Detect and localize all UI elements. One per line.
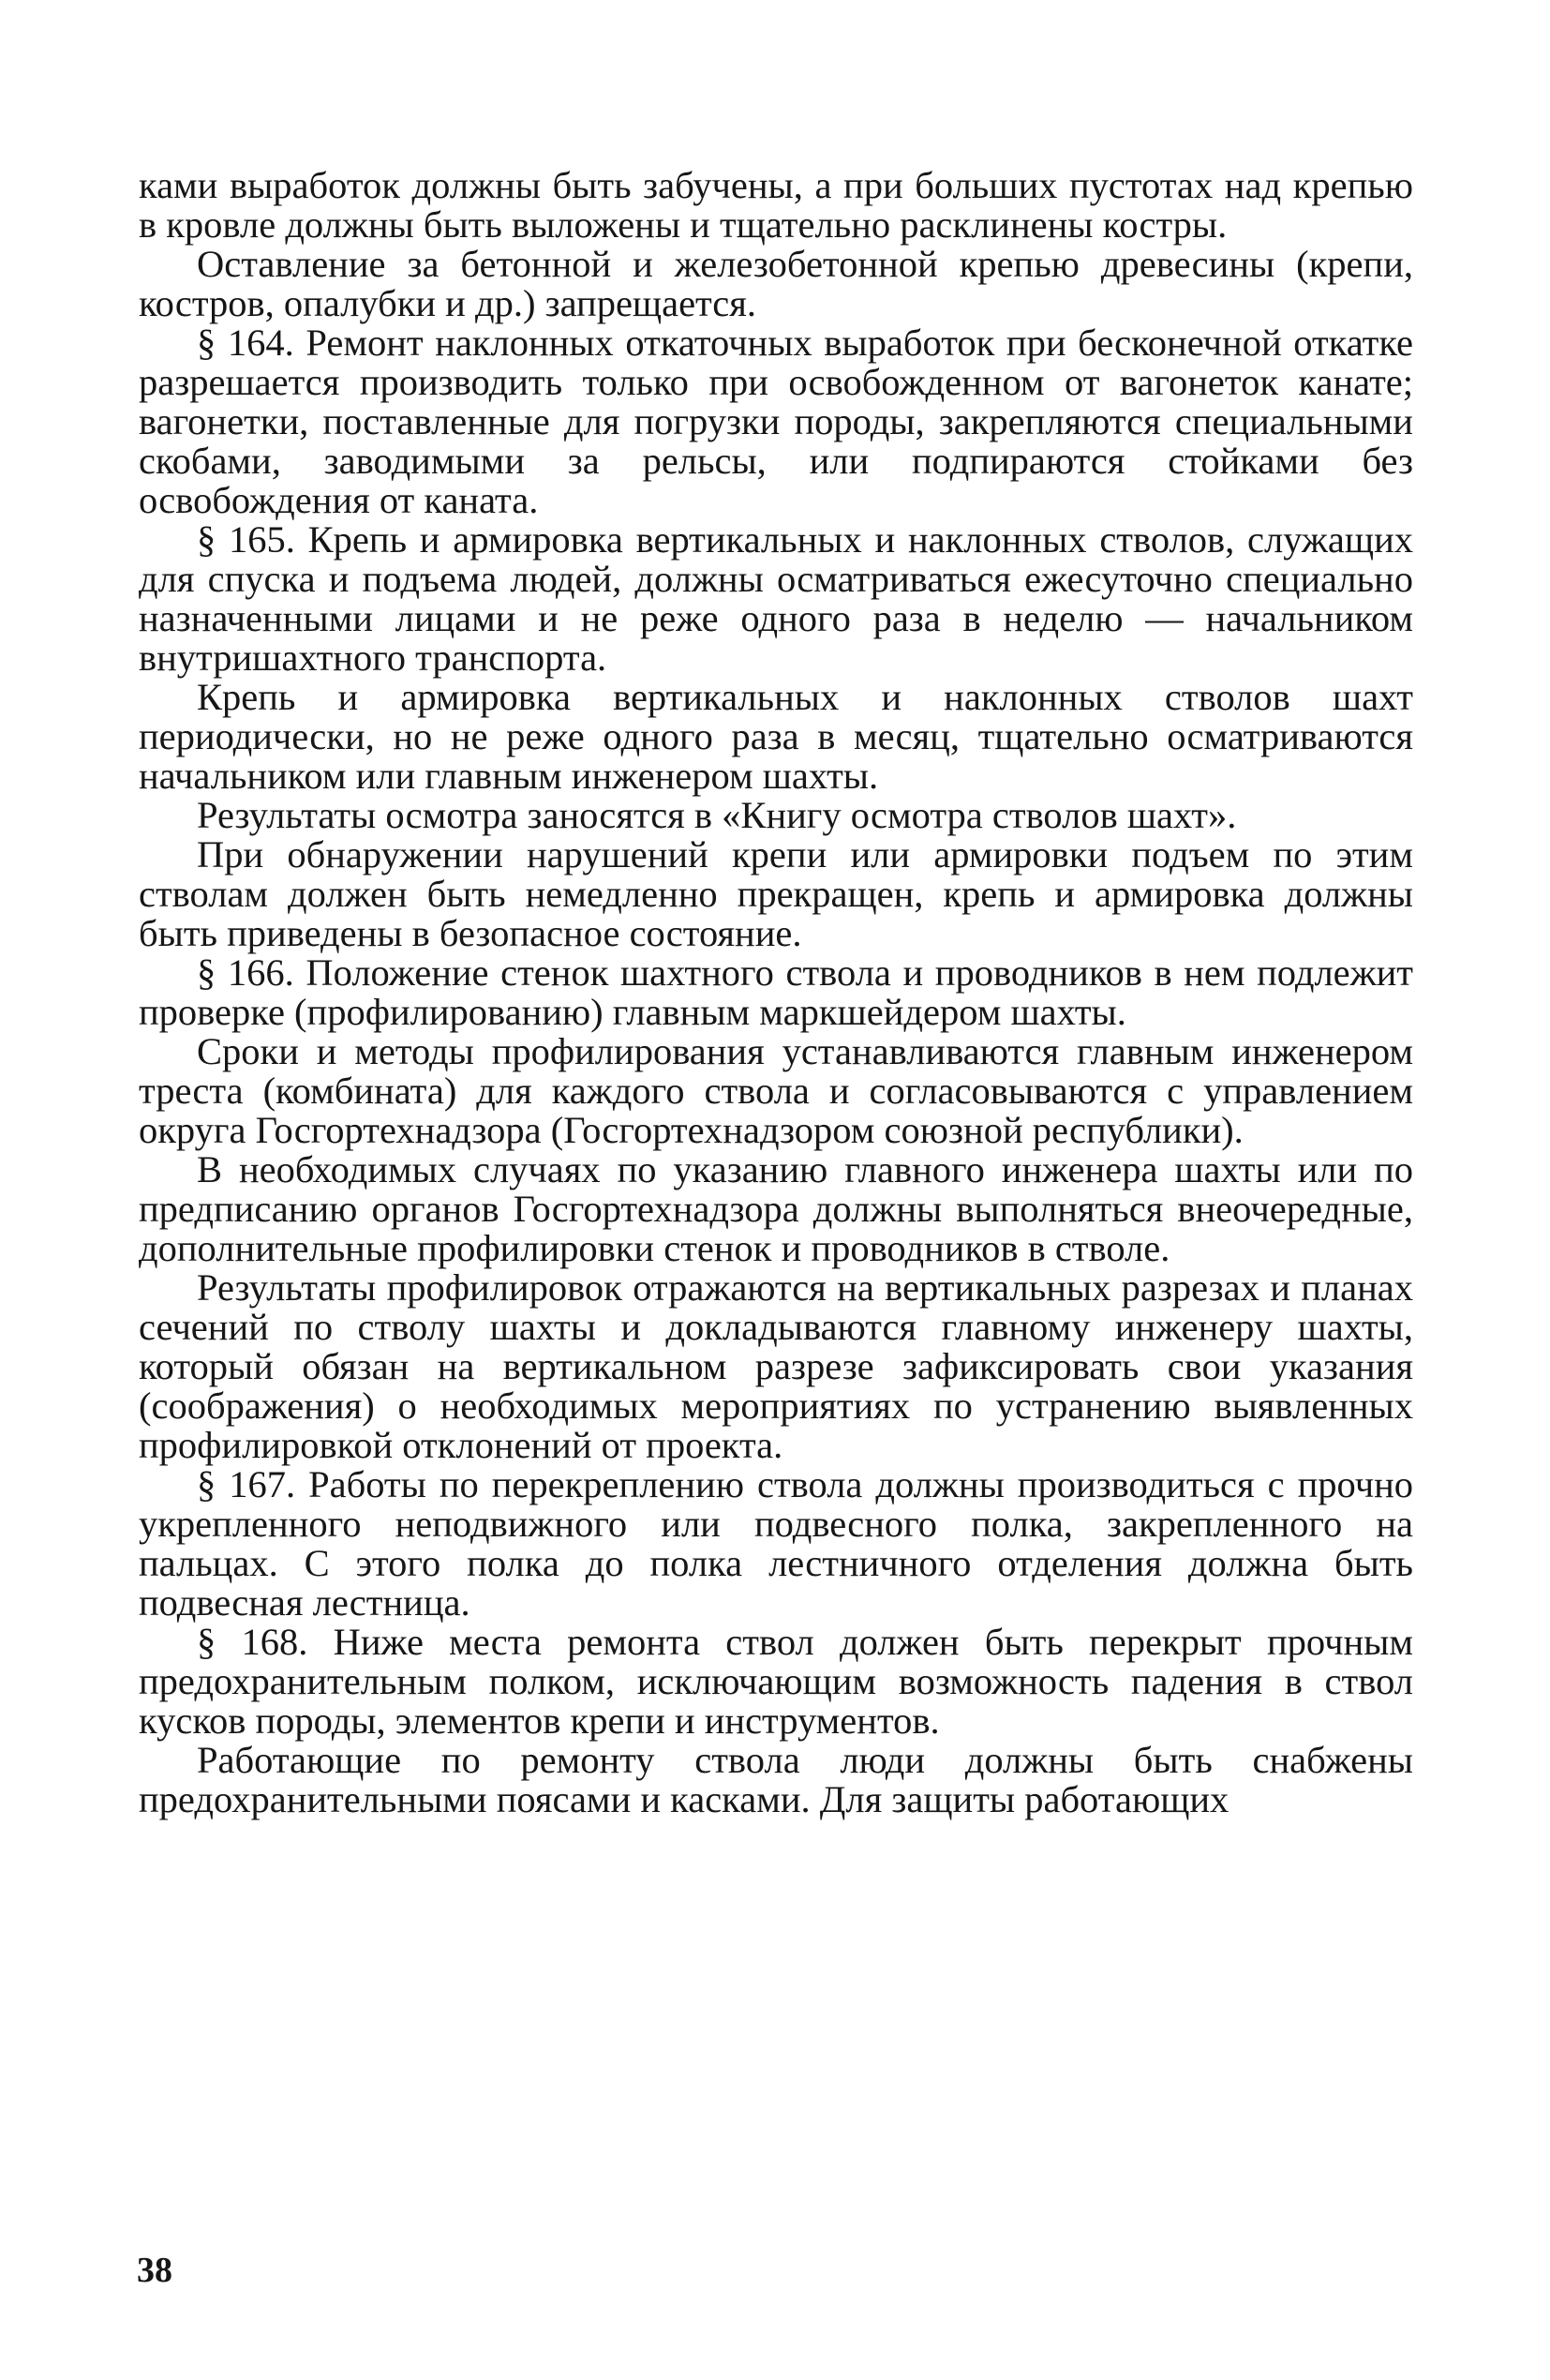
body-text [139, 166, 1413, 1819]
paragraph-section-166: § 166. Положение стенок шахтного ствола и проводников в нем подлежит проверке (профилированию) главным маркшейдером шахты. [139, 951, 1413, 1033]
paragraph-section-167: § 167. Работы по перекреплению ствола должны производиться с прочно укрепленного неподвижного или подвесного полка, закрепленного на пальцах. С этого полка до полка лестничного отделения должна быть подвесная лестница. [139, 1463, 1413, 1624]
paragraph-safety-belts: Работающие по ремонту ствола люди должны быть снабжены предохранительными поясами и касками. Для защиты работающих [139, 1739, 1413, 1820]
paragraph-section-168: § 168. Ниже места ремонта ствол должен быть перекрыт прочным предохранительным полком, исключающим возможность падения в ствол кусков породы, элементов крепи и инструментов. [139, 1621, 1413, 1742]
paragraph-continuation: ками выработок должны быть забучены, а при больших пустотах над крепью в кровле должны быть выложены и тщательно расклинены костры. [139, 164, 1413, 246]
paragraph-violations: При обнаружении нарушений крепи или армировки подъем по этим стволам должен быть немедленно прекращен, крепь и армировка должны быть приведены в безопасное состояние. [139, 833, 1413, 954]
paragraph-inspection-book: Результаты осмотра заносятся в «Книгу осмотра стволов шахт». [197, 794, 1237, 836]
paragraph-extra-profiling: В необходимых случаях по указанию главного инженера шахты или по предписанию органов Госгортехнадзора должны выполняться внеочередные, дополнительные профилировки стенок и проводников в стволе. [139, 1148, 1413, 1269]
paragraph-timber-prohibition: Оставление за бетонной и железобетонной крепью древесины (крепи, костров, опалубки и др.) запрещается. [139, 243, 1413, 324]
paragraph-monthly-inspection: Крепь и армировка вертикальных и наклонных стволов шахт периодически, но не реже одного раза в месяц, тщательно осматриваются начальником или главным инженером шахты. [139, 676, 1413, 797]
paragraph-section-164: § 164. Ремонт наклонных откаточных выработок при бесконечной откатке разрешается производить только при освобожденном от вагонеток канате; вагонетки, поставленные для погрузки породы, закрепляются специальными скобами, заводимыми за рельсы, или подпираются стойками без освобождения от каната. [139, 322, 1413, 521]
paragraph-profiling-terms: Сроки и методы профилирования устанавливаются главным инженером треста (комбината) для каждого ствола и согласовываются с управлением округа Госгортехнадзора (Госгортехнадзором союзной республики). [139, 1030, 1413, 1151]
page-number: 38 [137, 2251, 172, 2290]
paragraph-section-165: § 165. Крепь и армировка вертикальных и наклонных стволов, служащих для спуска и подъема людей, должны осматриваться ежесуточно специально назначенными лицами и не реже одного раза в неделю — начальником внутришахтного транспорта. [139, 518, 1413, 679]
paragraph-profiling-results: Результаты профилировок отражаются на вертикальных разрезах и планах сечений по стволу шахты и докладываются главному инженеру шахты, который обязан на вертикальном разрезе зафиксировать свои указания (соображения) о необходимых мероприятиях по устранению выявленных профилировкой отклонений от проекта. [139, 1266, 1413, 1466]
